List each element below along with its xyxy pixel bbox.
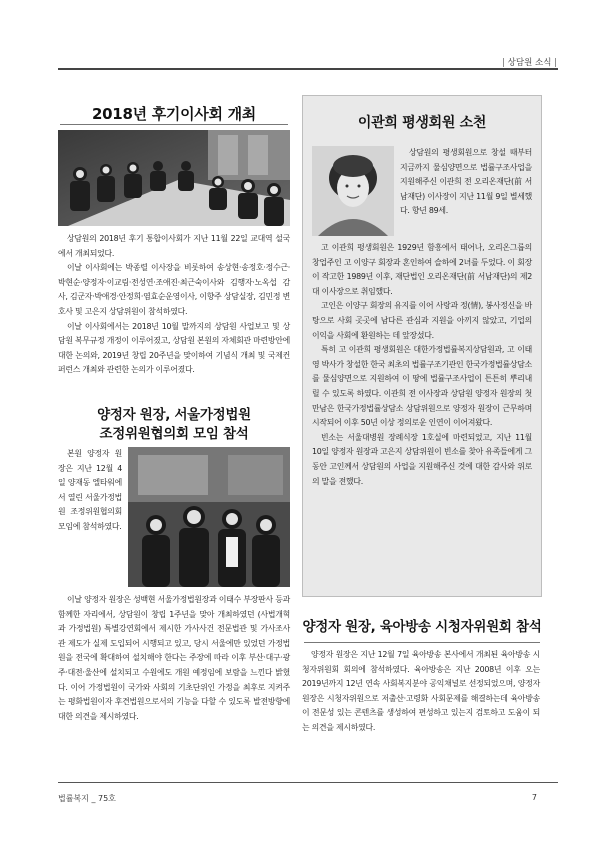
obituary-title: 이관희 평생회원 소천 <box>357 115 487 131</box>
article2-side-text <box>58 447 122 535</box>
obituary-lead: 상담원의 평생회원으로 창설 때부터 지금까지 물심양면으로 법률구조사업을 지원해주신 이관희 전 오리온재단(前 서남재단) 이사장이 지난 11월 9일 별세했다. 향년 89세. <box>400 148 532 216</box>
article2-lead: 본원 양정자 원장은 지난 12월 4일 양재동 엘타워에서 열린 서울가정법원 조정위원협의회 모임에 참석하였다. <box>58 449 122 531</box>
obituary-intro <box>400 146 532 219</box>
article1-paragraph: 이날 이사회에는 박종렬 이사장을 비롯하여 송상현·송정호·정수근·박현순·양정자·이교림·전성연·조애진·최근숙이사와 김행자·노옥섭 감사, 김군자·박애경·안정희·염효순운영이사, 이향주 상담실장, 김민정 변호사 및 고은지 상담위원이 참석하였다. <box>58 263 290 316</box>
article1-paragraph: 이날 이사회에서는 2018년 10월 말까지의 상담원 사업보고 및 상담원 복무규정 개정이 이루어졌고, 상담원 본원의 자체회관 마련방안에 대한 논의와, 2019년 창립 20주년을 맞이하여 기념식 개최 및 국제컨퍼런스 개최와 관련한 논의가 이루어졌다. <box>58 321 290 375</box>
section-tag: | 상담원 소식 | <box>502 56 557 71</box>
article3-body <box>302 648 540 736</box>
obituary-paragraph: 고인은 이양구 회장의 유지를 이어 사랑과 정(情), 봉사정신을 바탕으로 사회 곳곳에 남다른 관심과 지원을 아끼지 않았고, 기업의 이익을 사회에 환원하는 데 앞장섰다. <box>312 301 532 340</box>
board-meeting-photo <box>58 130 290 226</box>
article2-title-line: 양정자 원장, 서울가정법원 <box>97 407 251 423</box>
article2-title <box>58 406 290 444</box>
mediation-meeting-photo <box>128 447 290 587</box>
article3-title: 양정자 원장, 육아방송 시청자위원회 참석 <box>302 619 542 635</box>
article1-title: 2018년 후기이사회 개최 <box>92 105 256 123</box>
portrait-photo <box>312 146 394 236</box>
article2-paragraph: 이날 양정자 원장은 성백현 서울가정법원장과 이태수 부장판사 등과 함께한 자리에서, 상담원이 창립 1주년을 맞아 개최하였던 (사법개혁과 가정법원) 특별강연회에서 제시한 가사사건 전문법관 및 가사조사관 제도가 실제 도입되어 시행되고 있고, 당시 서울에만 있었던 가정법원을 전국에 확대하여 설치해야 한다는 주장에 따라 이후 부산·대구·광주·대전·울산에 설치되고 수원에도 개원 예정임에 보람을 느낀다 밝혔다. 이어 가정법원이 국가와 사회의 기초단위인 가정을 최후로 지켜주는 평화법원이자 후견법원으로서의 기능을 다할 수 있도록 발전방향에 대한 의견을 제시하였다. <box>58 595 290 721</box>
footer-issue: 법률복지 _ 75호 <box>58 794 116 803</box>
article1-paragraph: 상담원의 2018년 후기 통합이사회가 지난 11월 22일 교대역 설국에서 개최되었다. <box>58 234 290 258</box>
page-number: 7 <box>531 793 537 802</box>
footer-rule <box>58 782 558 783</box>
obituary-paragraph: 특히 고 이관희 평생회원은 대한가정법률복지상담원과, 고 이태영 박사가 창설한 한국 최초의 법률구조기관인 한국가정법률상담소를 물심양면으로 지원하여 이 땅에 법률구조사업이 튼튼히 뿌리내릴 수 있도록 하였다. 이관희 전 이사장과 상담원 양정자 원장의 첫만남은 한국가정법률상담소 상담위원으로 양정자 원장이 근무하며 시작되어 이후 50년 이상 정의로운 인연이 이어져왔다. <box>312 345 532 428</box>
obituary-paragraph: 빈소는 서울대병원 장례식장 1호실에 마련되었고, 지난 11월 10일 양정자 원장과 고은지 상담위원이 빈소를 찾아 유족들에게 그동안 고인께서 상담원의 사업을 지원해주신 것에 대한 감사와 위로의 말을 전했다. <box>312 432 532 486</box>
obituary-paragraph: 고 이관희 평생회원은 1929년 함흥에서 태어나, 오리온그룹의 창업주인 고 이양구 회장과 혼인하여 슬하에 2녀를 두었다. 이 회장이 작고한 1989년 이후, 재단법인 오리온재단(前 서남재단)의 제2대 이사장으로 취임했다. <box>312 243 532 296</box>
article1-body <box>58 232 290 378</box>
obituary-body <box>312 241 532 489</box>
article2-title-line: 조정위원협의회 모임 참석 <box>99 426 249 442</box>
article1-title-rule <box>60 124 288 125</box>
article3-title-rule <box>304 642 540 643</box>
article3-paragraph: 양정자 원장은 지난 12월 7일 육아방송 본사에서 개최된 육아방송 시청자위원회 회의에 참석하였다. 육아방송은 지난 2008년 이후 오는 2019년까지 12년 연속 사회복지분야 공익채널로 선정되었으며, 양정자 원장은 시청자위원으로 저출산·고령화 사회문제를 해결하는데 육아방송이 전문성 있는 콘텐츠를 생성하여 편성하고 있는지 검토하고 도움이 되는 의견을 제시하였다. <box>302 650 540 732</box>
header-rule <box>58 68 558 70</box>
article2-body <box>58 593 290 724</box>
